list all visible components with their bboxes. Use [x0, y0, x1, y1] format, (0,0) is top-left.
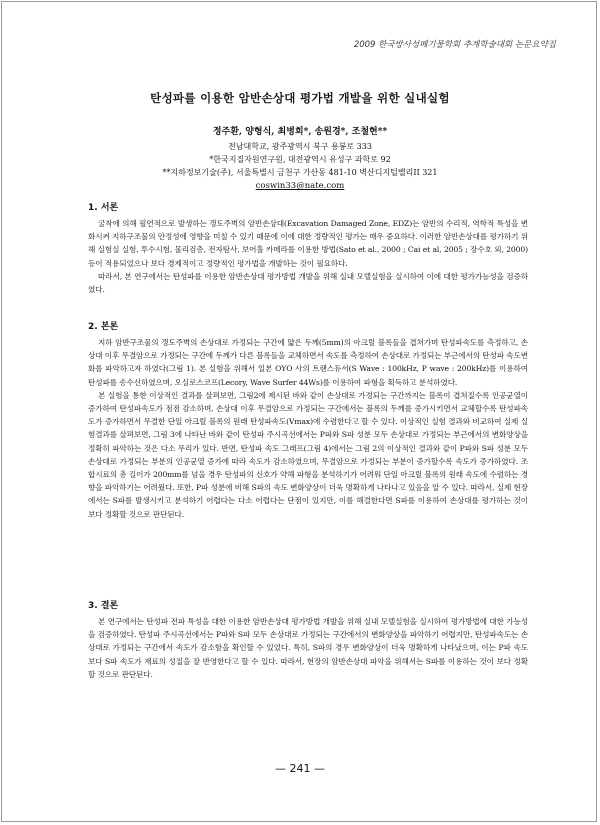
- section-heading: 3. 결론: [88, 601, 119, 611]
- section-heading: 1. 서론: [88, 203, 119, 213]
- paragraph: 본 연구에서는 탄성파 전파 특성을 대한 이용한 암반손상대 평가방법 개발을 위해 실내 모델실험을 실시하여 평가방법에 대한 가능성을 검증하였다. 탄성파 주시곡선에서는 P파와 S파 모두 손상대로 가정되는 구간에서의 변화양상을 파악하기 어렵지만, 탄성파속도는 손상대로 가정되는 구간에서 속도가 감소함을 확인할 수 있었다. 특히, S파의 경우 변화양상이 더욱 명확하게 나타났으며, 이는 P파 속도 보다 S파 속도가 재료의 성질을 잘 반영한다고 할 수 있다. 따라서, 현장의 암반손상대 파악을 위해서는 S파를 이용하는 것이 보다 정확할 것으로 판단된다.: [88, 617, 528, 679]
- section-introduction: [88, 200, 528, 296]
- contact-email-line: [0, 181, 600, 191]
- section-heading: 2. 본론: [88, 322, 119, 332]
- page-number: — 241 —: [275, 762, 325, 775]
- affiliation-1: 전남대학교, 광주광역시 북구 용봉로 333: [228, 142, 372, 151]
- paragraph: 지하 암반구조물의 갱도주벽의 손상대로 가정되는 구간에 얇은 두께(5mm)의 아크릴 블록들을 겹쳐가며 탄성파속도를 측정하고, 손상대 이후 무결암으로 가정되는 구간에 두께가 다른 블록들을 교체하면서 속도를 측정하여 손상대로 가정되는 부근에서의 탄성파 속도변화를 파악하고자 하였다(그림 1). 본 실험을 위해서 일본 OYO 사의 트랜스듀서(S Wave : 100kHz, P wave : 200kHz)를 이용하여 탄성파를 송수신하였으며, 오실로스코프(Lecory, Wave Surfer 44Ws)를 이용하여 파형을 획득하고 분석하였다.: [88, 338, 528, 387]
- paper-title: 탄성파를 이용한 암반손상대 평가법 개발을 위한 실내실험: [150, 91, 450, 105]
- paragraph: 굴착에 의해 필연적으로 발생하는 갱도주벽의 암반손상대(Excavation Damaged Zone, EDZ)는 암반의 수리적, 역학적 특성을 변화시켜 지하구조물의 안정성에 영향을 미칠 수 있기 때문에 이에 대한 정량적인 평가는 매우 중요하다. 이러한 암반손상대를 평가하기 위해 실험실 실험, 투수시험, 물리검층, 전자탐사, 보어홀 카메라를 이용한 방법(Sato et al., 2000 ; Cai et al, 2005 ; 장수호 외, 2000)등이 적용되었으나 보다 경제적이고 정량적인 평가법을 개발하는 것이 필요하다.: [88, 219, 528, 268]
- contact-email-link[interactable]: coswin33@nate.com: [255, 181, 345, 191]
- author-list: 정주환, 양형식, 최병희*, 송원경*, 조철현**: [212, 127, 388, 137]
- paragraph: 따라서, 본 연구에서는 탄성파를 이용한 암반손상대 평가방법 개발을 위해 실내 모델실험을 실시하여 이에 대한 평가가능성을 검증하였다.: [88, 271, 528, 295]
- affiliation-3: **지하정보기술(주), 서울특별시 금천구 가산동 481-10 벽산디지털밸리II 321: [162, 168, 438, 177]
- section-body: [88, 319, 528, 521]
- affiliation-2: *한국지질자원연구원, 대전광역시 유성구 과학로 92: [209, 155, 391, 164]
- paragraph: 본 실험을 통한 이상적인 결과를 살펴보면, 그림2에 제시된 바와 같이 손상대로 가정되는 구간까지는 블록이 겹쳐질수록 인공균열이 증가하여 탄성파속도가 점점 감소하며, 손상대 이후 무결암으로 가정되는 구간에서는 블록의 두께를 증가시키면서 교체할수록 탄성파속도가 증가하면서 무결한 단일 아크릴 블록의 원래 탄성파속도(Vmax)에 수렴한다고 할 수 있다. 이상적인 실험 결과와 비교하여 실제 실험결과를 살펴보면, 그림 3에 나타난 바와 같이 탄성파 주시곡선에서는 P파와 S파 성분 모두 손상대로 가정되는 부근에서의 변화양상을 정확히 파악하는 것은 다소 무리가 있다. 반면, 탄성파 속도 그래프(그림 4)에서는 그림 2의 이상적인 결과와 같이 P파와 S파 성분 모두 손상대로 가정되는 부분의 인공균열 증가에 따라 속도가 감소하였으며, 무결암으로 가정되는 부분이 증가할수록 속도가 증가하였다. 조합시료의 총 길이가 200mm를 넘을 경우 탄성파의 신호가 약해 파형을 분석하기가 어려워 단일 아크릴 블록의 원래 속도에 수렴하는 경향을 파악하기는 어려웠다. 또한, P파 성분에 비해 S파의 속도 변화양상이 더욱 명확하게 나타나고 있음을 알 수 있다. 따라서, 실제 현장에서는 S파를 발생시키고 분석하기 어렵다는 다소 어렵다는 단점이 있지만, 이를 해결한다면 S파를 이용하여 손상대를 평가하는 것이 보다 정확할 것으로 판단된다.: [88, 390, 528, 519]
- section-conclusion: [88, 598, 528, 681]
- running-header: 2009 한국방사성폐기물학회 추계학술대회 논문요약집: [353, 40, 556, 50]
